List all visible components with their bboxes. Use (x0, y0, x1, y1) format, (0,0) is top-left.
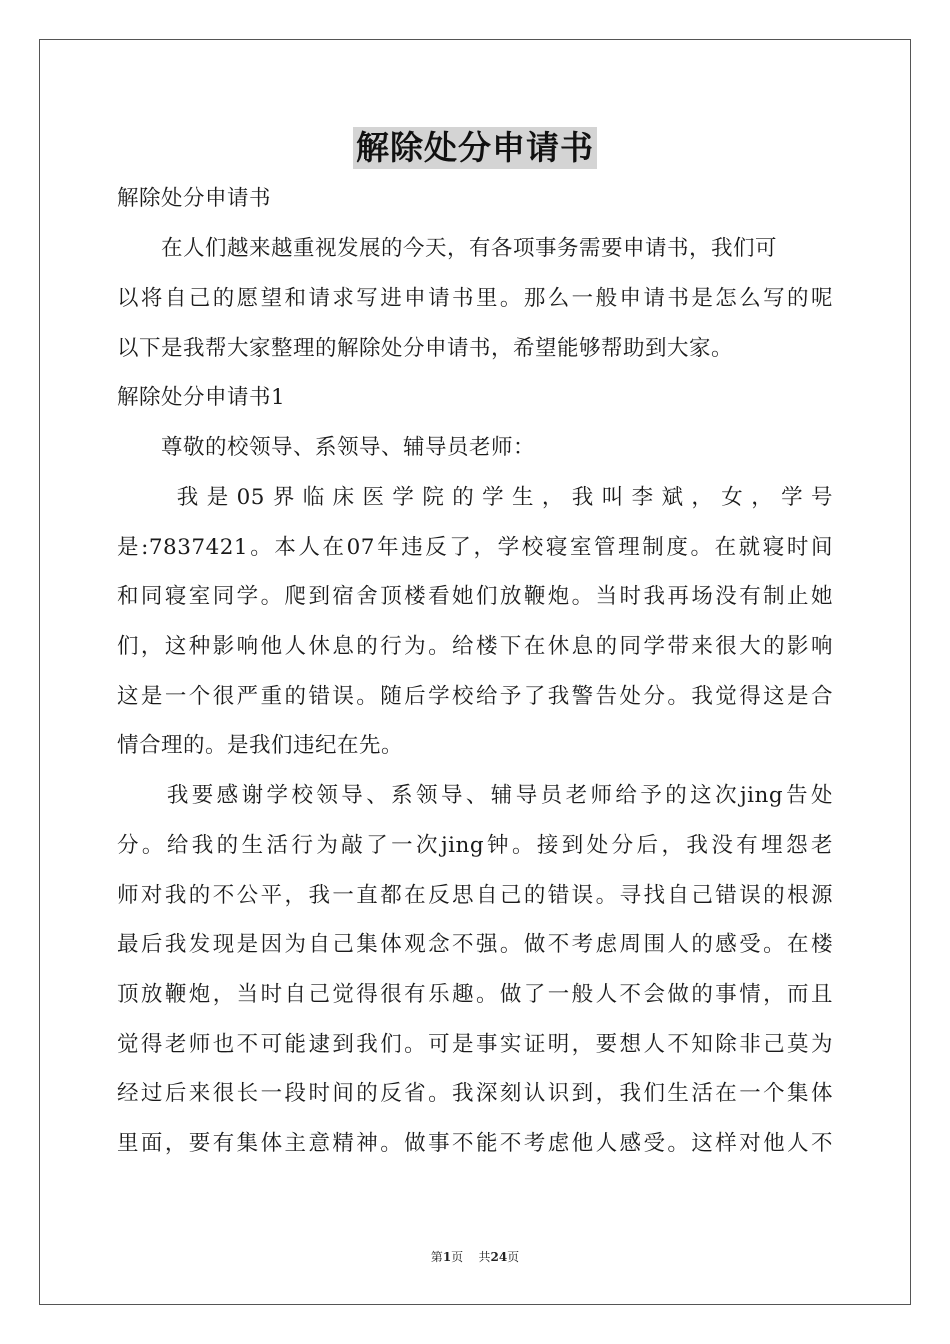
paragraph-line: 里面，要有集体主意精神。做事不能不考虑他人感受。这样对他人不 (117, 1131, 833, 1156)
salutation-line: 尊敬的校领导、系领导、辅导员老师： (117, 435, 536, 460)
paragraph-line: 情合理的。是我们违纪在先。 (117, 733, 404, 758)
section-heading: 解除处分申请书 (117, 186, 272, 211)
total-suffix: 页 (507, 1250, 520, 1264)
paragraph-line: 我要感谢学校领导、系领导、辅导员老师给予的这次jing告处 (117, 783, 833, 808)
page-suffix: 页 (451, 1250, 464, 1264)
paragraph-line: 们，这种影响他人休息的行为。给楼下在休息的同学带来很大的影响 (117, 634, 833, 659)
paragraph-line: 和同寝室同学。爬到宿舍顶楼看她们放鞭炮。当时我再场没有制止她 (117, 584, 833, 609)
paragraph-line: 顶放鞭炮，当时自己觉得很有乐趣。做了一般人不会做的事情，而且 (117, 982, 833, 1007)
page-border (39, 39, 911, 1305)
total-pages: 24 (490, 1250, 508, 1264)
paragraph-line: 我是05界临床医学院的学生，我叫李斌，女，学号 (117, 485, 833, 510)
paragraph-line: 是:7837421。本人在07年违反了，学校寝室管理制度。在就寝时间 (117, 535, 833, 560)
page-prefix: 第 (430, 1250, 443, 1264)
paragraph-line: 师对我的不公平，我一直都在反思自己的错误。寻找自己错误的根源 (117, 883, 833, 908)
paragraph-line: 以将自己的愿望和请求写进申请书里。那么一般申请书是怎么写的呢 (117, 286, 833, 311)
page-number: 1 (442, 1250, 452, 1264)
paragraph-line: 分。给我的生活行为敲了一次jing钟。接到处分后，我没有埋怨老 (117, 833, 833, 858)
total-prefix: 共 (478, 1250, 491, 1264)
paragraph-line: 以下是我帮大家整理的解除处分申请书，希望能够帮助到大家。 (117, 336, 734, 361)
paragraph-line: 觉得老师也不可能逮到我们。可是事实证明，要想人不知除非己莫为 (117, 1032, 833, 1057)
paragraph-line: 最后我发现是因为自己集体观念不强。做不考虑周围人的感受。在楼 (117, 932, 833, 957)
document-title: 解除处分申请书 (353, 127, 597, 169)
paragraph-line: 这是一个很严重的错误。随后学校给予了我警告处分。我觉得这是合 (117, 684, 833, 709)
paragraph-line: 经过后来很长一段时间的反省。我深刻认识到，我们生活在一个集体 (117, 1081, 833, 1106)
title-container (0, 127, 950, 169)
paragraph-line: 在人们越来越重视发展的今天，有各项事务需要申请书，我们可 (117, 236, 778, 261)
page-footer (0, 1248, 950, 1265)
section-heading: 解除处分申请书1 (117, 385, 286, 410)
